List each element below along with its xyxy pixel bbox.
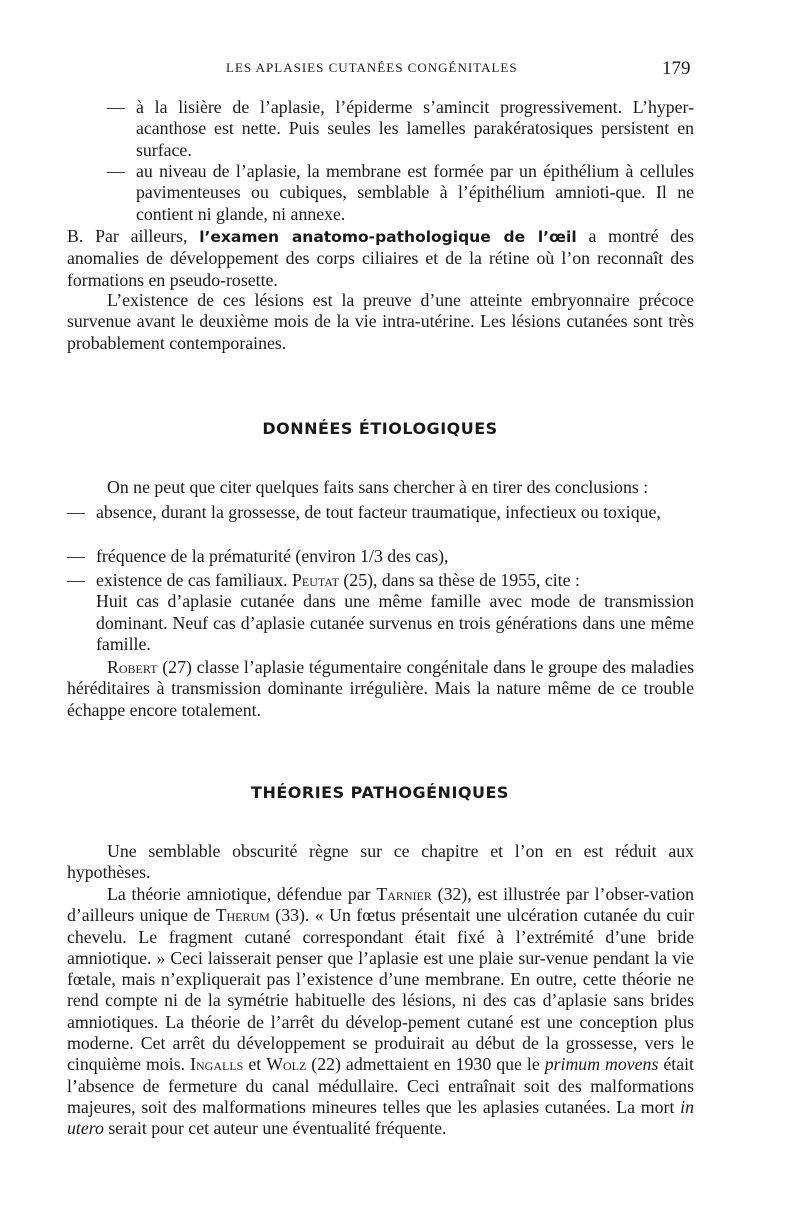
list-dash: — — [67, 546, 85, 566]
paragraph-text: On ne peut que citer quelques faits sans chercher à en tirer des conclusions : — [107, 477, 649, 497]
list-item-text: fréquence de la prématurité (environ 1/3 des cas), — [96, 546, 449, 566]
section2-para2 — [67, 884, 694, 1140]
text-segment: (33). « Un fœtus présentait une ulcération cutanée du cuir chevelu. Le fragment cutané correspondant était fixé à l’extrémité d’une bride amniotique. » Ceci laisserait penser que l’aplasie est une plaie sur-venue pendant la vie fœtale, mais n’expliquerait pas l’existence d’une membrane. En outre, cette théorie ne rend compte ni de la symétrie habituelle des lésions, ni des cas d’aplasie sans brides amniotiques. La théorie de l’arrêt du dévelop-pement cutané est une conception plus moderne. Cet arrêt du développement se produirait au début de la grossesse, vers le cinquième mois. — [67, 905, 694, 1075]
text-segment: La théorie amniotique, défendue par — [107, 884, 377, 904]
section2-para1 — [67, 841, 694, 884]
paragraph-text: Une semblable obscurité règne sur ce chapitre et l’on en est réduit aux hypothèses. — [67, 841, 694, 883]
paragraph-robert — [67, 657, 694, 721]
section1-intro — [67, 477, 694, 498]
paragraph-existence — [67, 290, 694, 354]
list-item-text: au niveau de l’aplasie, la membrane est formée par un épithélium à cellules pavimenteuses ou cubiques, semblable à l’épithélium amnioti-que. Il ne contient ni glande, ni annexe. — [136, 161, 694, 224]
author-name: Wolz — [266, 1054, 307, 1075]
author-name: Ingalls — [190, 1054, 244, 1075]
section-heading-pathogeniques: THÉORIES PATHOGÉNIQUES — [251, 783, 509, 802]
italic-term: primum movens — [544, 1054, 659, 1075]
list-item — [67, 546, 694, 567]
paragraph-b — [67, 226, 694, 291]
text-segment: était l’absence de fermeture du canal médullaire. Ceci entraînait soit des malformations majeures, soit des malformations mineures telles que les aplasies cutanées. La mort — [67, 1054, 694, 1117]
list-item — [67, 502, 694, 523]
list-item — [107, 97, 694, 161]
section-heading-etiologiques: DONNÉES ÉTIOLOGIQUES — [262, 419, 498, 438]
paragraph-rest: a montré des anomalies de développement des corps ciliaires et de la rétine où l’on reconnaît des formations en pseudo-rosette. — [67, 226, 695, 290]
list-dash: — — [67, 502, 85, 522]
paragraph-text: L’existence de ces lésions est la preuve d’une atteinte embryonnaire précoce survenue avant le deuxième mois de la vie intra-utérine. Les lésions cutanées sont très probablement contemporaines. — [67, 290, 694, 353]
paragraph-lead: B. Par ailleurs, — [67, 226, 200, 246]
list-item-text: à la lisière de l’aplasie, l’épiderme s’amincit progressivement. L’hyper-acanthose est nette. Puis seules les lamelles parakératosiques persistent en surface. — [136, 97, 694, 160]
list-dash: — — [107, 161, 125, 181]
author-name: Therum — [215, 905, 270, 926]
text-segment: (32), est illustrée par l’obser-vation d’ailleurs unique de — [67, 884, 695, 926]
italic-term: in utero — [67, 1096, 694, 1139]
text-segment: Huit cas d’aplasie cutanée dans une même famille avec mode de transmission dominant. Neuf cas d’aplasie cutanée survenus en trois générations dans une même famille. — [96, 591, 694, 654]
text-segment: et — [243, 1054, 267, 1075]
list-dash: — — [67, 570, 85, 590]
author-name: Peutat — [292, 570, 339, 590]
text-segment: (22) admettaient en 1930 que le — [306, 1054, 545, 1075]
running-title: LES APLASIES CUTANÉES CONGÉNITALES — [226, 60, 518, 75]
list-item-text — [96, 570, 694, 655]
list-item-text: absence, durant la grossesse, de tout facteur traumatique, infectieux ou toxique, — [96, 502, 661, 522]
text-segment: serait pour cet auteur une éventualité fréquente. — [103, 1118, 447, 1139]
page-number: 179 — [662, 58, 691, 79]
author-name: Tarnier — [376, 884, 432, 904]
author-name: Robert — [107, 657, 158, 677]
text-segment: (25), dans sa thèse de 1955, cite : — [338, 570, 580, 590]
text-segment: existence de cas familiaux. — [96, 570, 293, 590]
bold-emphasis: l’examen anatomo-pathologique de l’œil — [199, 228, 577, 246]
list-item — [107, 161, 694, 225]
list-item — [67, 570, 694, 655]
paragraph-text: (27) classe l’aplasie tégumentaire congénitale dans le groupe des maladies héréditaires à transmission dominante irrégulière. Mais la nature même de ce trouble échappe encore totalement. — [67, 657, 694, 720]
list-dash: — — [107, 97, 125, 117]
